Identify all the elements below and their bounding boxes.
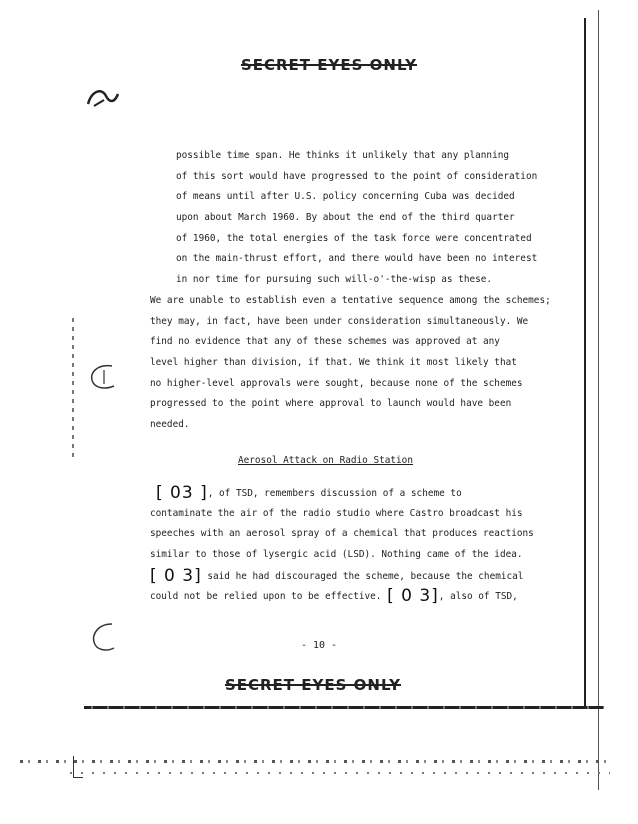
- text-line: similar to those of lysergic acid (LSD). Nothing came of the idea.: [150, 549, 523, 561]
- text-line: on the main-thrust effort, and there would have been no interest: [176, 253, 538, 265]
- section-heading: Aerosol Attack on Radio Station: [238, 455, 413, 466]
- scan-corner-mark: [73, 777, 83, 778]
- redaction-marker: [ 0 3]: [387, 586, 439, 607]
- scan-border-bottom: [84, 706, 604, 709]
- scan-corner-mark: [73, 756, 74, 778]
- page-number: - 10 -: [300, 640, 338, 651]
- punch-hole-mark: [84, 360, 124, 396]
- text-line: they may, in fact, have been under consideration simultaneously. We: [150, 315, 529, 327]
- text-line: [150, 483, 570, 504]
- redaction-marker: [ 0 3]: [150, 565, 202, 586]
- scan-border-edge: [598, 10, 599, 790]
- text-line: no higher-level approvals were sought, because none of the schemes: [150, 377, 523, 389]
- text-line: in nor time for pursuing such will-o'-the-wisp as these.: [176, 274, 493, 286]
- text-span: could not be relied upon to be effective.: [150, 591, 388, 603]
- text-line: speeches with an aerosol spray of a chemical that produces reactions: [150, 528, 534, 540]
- text-line: We are unable to establish even a tentative sequence among the schemes;: [150, 295, 551, 306]
- text-line: level higher than division, if that. We think it most likely that: [150, 357, 517, 369]
- text-line: of 1960, the total energies of the task force were concentrated: [176, 232, 532, 244]
- text-line: [150, 566, 570, 587]
- text-line: contaminate the air of the radio studio where Castro broadcast his: [150, 507, 523, 519]
- text-line: find no evidence that any of these schemes was approved at any: [150, 336, 500, 348]
- text-line: [150, 586, 570, 607]
- text-line: possible time span. He thinks it unlikely that any planning: [176, 150, 510, 161]
- text-span: , also of TSD,: [438, 591, 518, 603]
- text-line: progressed to the point where approval to launch would have been: [150, 398, 512, 410]
- text-line: upon about March 1960. By about the end of the third quarter: [176, 212, 515, 224]
- text-line: of means until after U.S. policy concerning Cuba was decided: [176, 191, 515, 203]
- scan-noise: [70, 772, 610, 774]
- scan-noise: [72, 318, 74, 458]
- handwritten-mark: [84, 84, 124, 114]
- paragraph-sequence: [150, 291, 570, 436]
- text-line: of this sort would have progressed to the point of consideration: [176, 170, 538, 182]
- paragraph-continued: [176, 146, 596, 291]
- scan-noise: [20, 760, 610, 763]
- paragraph-aerosol: [150, 483, 570, 607]
- text-line: needed.: [150, 419, 190, 431]
- classification-marking-bottom: SECRET EYES ONLY: [224, 676, 402, 694]
- classification-marking-top: SECRET EYES ONLY: [240, 56, 418, 74]
- text-span: said he had discouraged the scheme, because the chemical: [201, 570, 524, 582]
- scan-border-right: [584, 18, 586, 708]
- text-span: , of TSD, remembers discussion of a scheme to: [207, 488, 462, 499]
- redaction-marker: [ 03 ]: [156, 483, 208, 503]
